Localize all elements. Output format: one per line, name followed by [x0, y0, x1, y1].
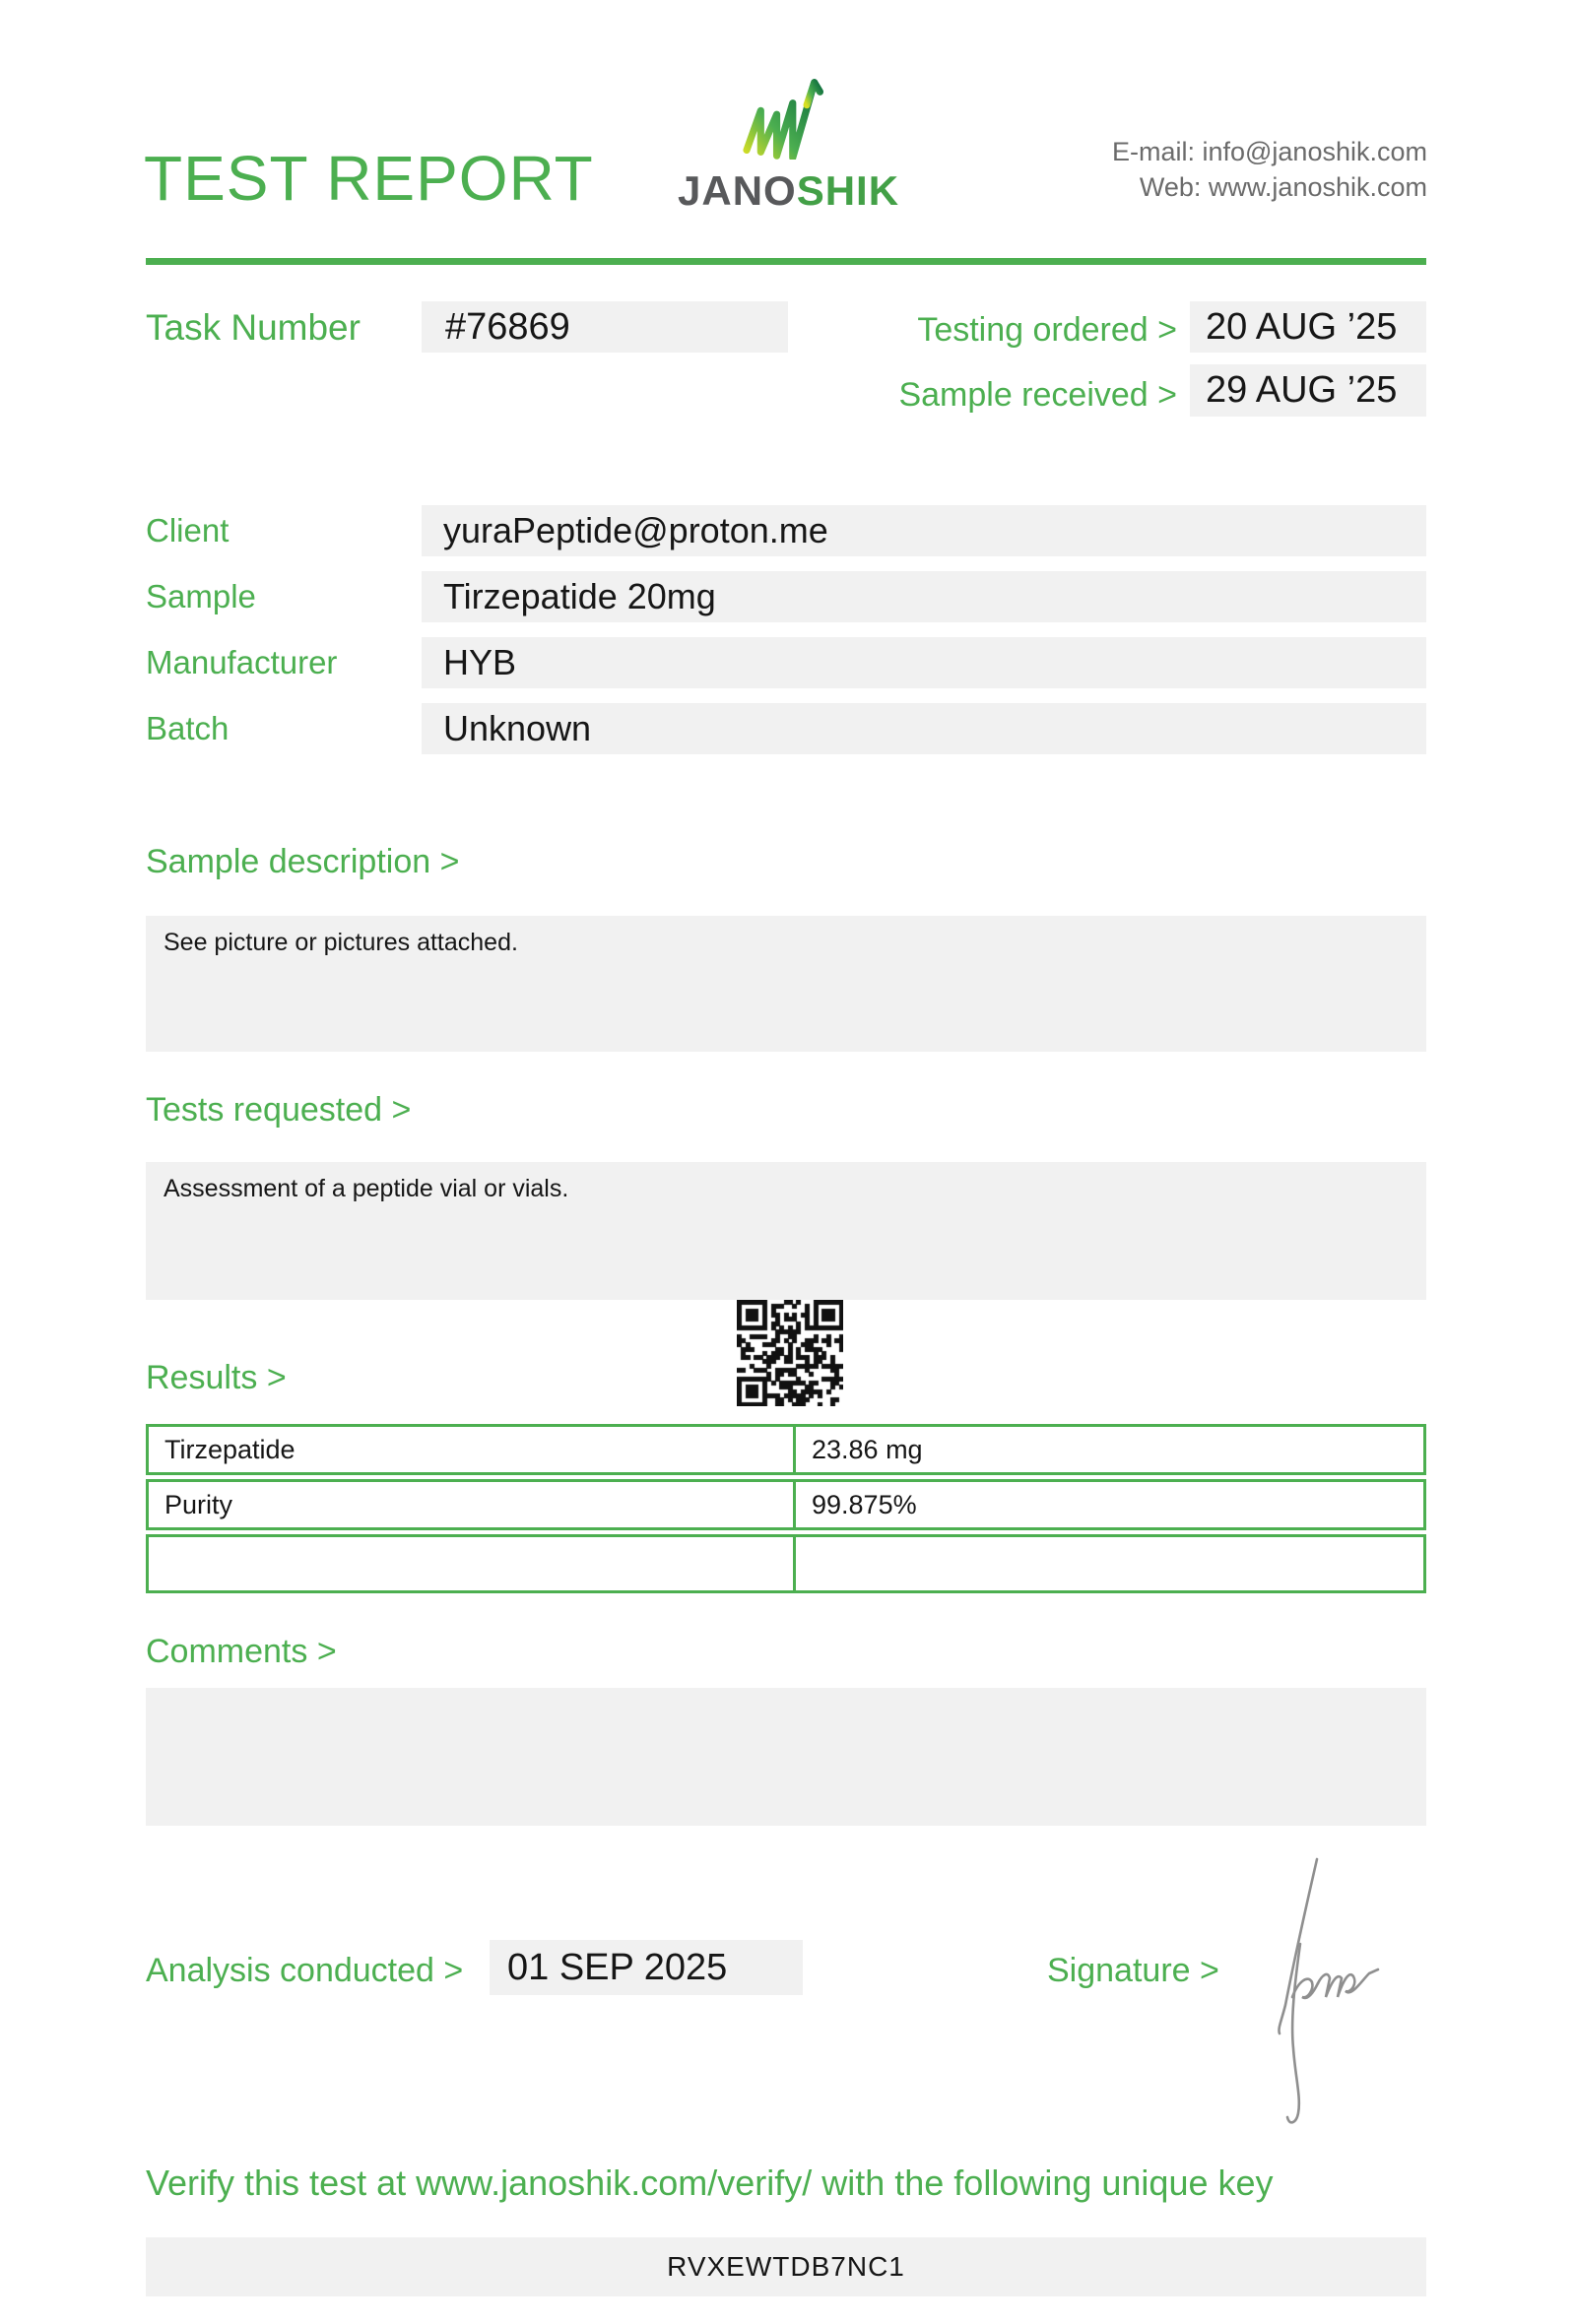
result-value: 23.86 mg — [793, 1427, 1423, 1472]
batch-label: Batch — [146, 710, 230, 746]
contact-web: Web: www.janoshik.com — [1139, 172, 1427, 202]
sample-received-value: 29 AUG ’25 — [1190, 364, 1426, 417]
sample-description-heading: Sample description > — [146, 843, 460, 880]
verify-instruction: Verify this test at www.janoshik.com/verify/ with the following unique key — [146, 2163, 1274, 2203]
manufacturer-value: HYB — [422, 637, 1426, 688]
analysis-conducted-label: Analysis conducted > — [146, 1952, 464, 1989]
result-param — [149, 1537, 793, 1590]
result-value: 99.875% — [793, 1482, 1423, 1527]
page-title: TEST REPORT — [144, 143, 594, 214]
results-row-tirzepatide — [146, 1424, 1426, 1475]
testing-ordered-label: Testing ordered > — [917, 311, 1177, 349]
results-heading: Results > — [146, 1359, 287, 1396]
janoshik-logo — [678, 77, 898, 215]
sample-value: Tirzepatide 20mg — [422, 571, 1426, 622]
logo-wordmark — [678, 167, 898, 215]
batch-value: Unknown — [422, 703, 1426, 754]
comments-heading: Comments > — [146, 1633, 337, 1670]
comments-box — [146, 1688, 1426, 1826]
contact-email: E-mail: info@janoshik.com — [1111, 137, 1427, 166]
result-value — [793, 1537, 1423, 1590]
manufacturer-label: Manufacturer — [146, 644, 338, 680]
logo-jano: JANO — [678, 167, 797, 214]
verify-key: RVXEWTDB7NC1 — [146, 2237, 1426, 2296]
task-number-value: #76869 — [422, 301, 788, 353]
result-param: Purity — [164, 1489, 233, 1519]
sample-label: Sample — [146, 578, 256, 614]
signature-label: Signature > — [1047, 1952, 1219, 1989]
header-divider — [146, 258, 1426, 265]
logo-shik: SHIK — [796, 167, 900, 214]
sample-received-label: Sample received > — [898, 376, 1177, 414]
chart-logo-icon — [739, 77, 837, 160]
contact-block — [1112, 134, 1427, 205]
handwritten-signature — [1249, 1849, 1446, 2135]
client-label: Client — [146, 512, 230, 549]
tests-requested-heading: Tests requested > — [146, 1091, 412, 1129]
sample-description-box: See picture or pictures attached. — [146, 916, 1426, 1052]
tests-requested-box: Assessment of a peptide vial or vials. — [146, 1162, 1426, 1300]
result-param: Tirzepatide — [164, 1434, 296, 1464]
qr-code — [737, 1300, 843, 1406]
results-row-purity — [146, 1479, 1426, 1530]
testing-ordered-value: 20 AUG ’25 — [1190, 301, 1426, 353]
results-row-empty — [146, 1534, 1426, 1593]
task-number-label: Task Number — [146, 307, 361, 348]
analysis-conducted-value: 01 SEP 2025 — [490, 1940, 803, 1995]
client-value: yuraPeptide@proton.me — [422, 505, 1426, 556]
